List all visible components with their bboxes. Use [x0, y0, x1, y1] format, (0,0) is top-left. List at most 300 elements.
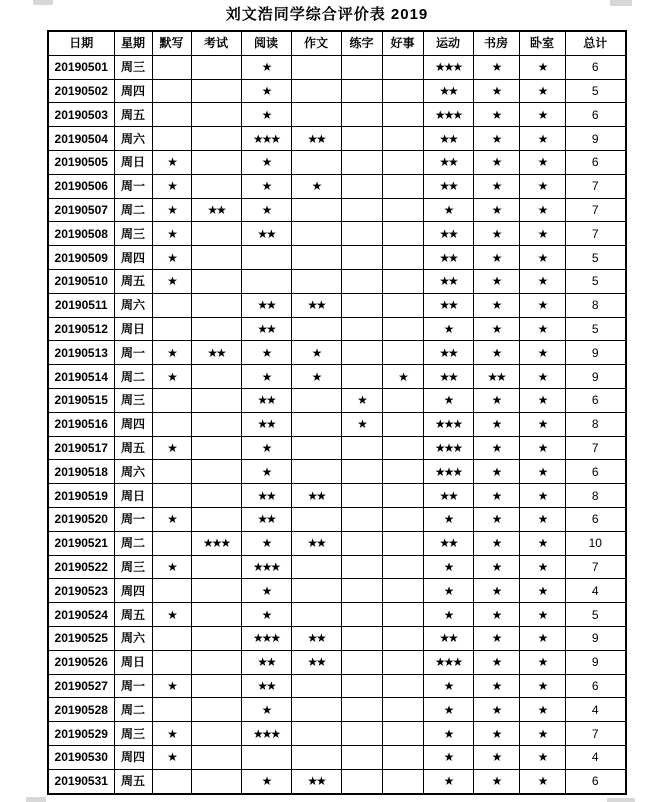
star-cell: ★★ — [423, 341, 473, 365]
star-cell: ★ — [152, 150, 191, 174]
star-cell — [191, 507, 241, 531]
total-cell: 6 — [565, 55, 626, 79]
star-cell — [191, 626, 241, 650]
star-cell: ★ — [519, 579, 565, 603]
date-cell: 20190516 — [48, 412, 114, 436]
star-cell: ★★ — [291, 626, 341, 650]
star-cell — [341, 698, 382, 722]
total-cell: 9 — [565, 626, 626, 650]
star-cell — [152, 79, 191, 103]
star-cell: ★★★ — [191, 531, 241, 555]
weekday-cell: 周三 — [114, 222, 152, 246]
header-row — [48, 31, 626, 55]
star-cell: ★ — [519, 269, 565, 293]
total-cell: 8 — [565, 293, 626, 317]
total-cell: 7 — [565, 555, 626, 579]
star-cell: ★ — [473, 293, 519, 317]
table-row — [48, 460, 626, 484]
star-cell: ★ — [241, 769, 291, 793]
star-cell: ★ — [152, 198, 191, 222]
weekday-cell: 周二 — [114, 198, 152, 222]
star-cell: ★★ — [241, 412, 291, 436]
star-cell — [382, 388, 423, 412]
star-cell: ★ — [241, 436, 291, 460]
star-cell — [191, 269, 241, 293]
star-cell: ★ — [473, 103, 519, 127]
star-cell: ★ — [519, 174, 565, 198]
star-cell: ★★ — [241, 484, 291, 508]
col-header-dictation: 默写 — [152, 31, 191, 55]
table-row — [48, 555, 626, 579]
star-cell: ★ — [519, 698, 565, 722]
star-cell — [382, 150, 423, 174]
star-cell: ★ — [382, 365, 423, 389]
star-cell — [191, 484, 241, 508]
evaluation-table — [47, 30, 627, 795]
star-cell — [152, 769, 191, 793]
star-cell — [152, 388, 191, 412]
star-cell: ★ — [519, 246, 565, 270]
star-cell: ★ — [519, 293, 565, 317]
star-cell: ★ — [423, 722, 473, 746]
star-cell — [341, 436, 382, 460]
star-cell: ★ — [473, 222, 519, 246]
star-cell — [191, 317, 241, 341]
star-cell: ★ — [473, 174, 519, 198]
star-cell: ★★ — [241, 674, 291, 698]
table-body — [48, 55, 626, 793]
star-cell: ★★ — [423, 150, 473, 174]
date-cell: 20190527 — [48, 674, 114, 698]
weekday-cell: 周日 — [114, 484, 152, 508]
col-header-essay: 作文 — [291, 31, 341, 55]
star-cell: ★ — [473, 674, 519, 698]
star-cell: ★★ — [423, 531, 473, 555]
star-cell — [382, 127, 423, 151]
star-cell — [291, 436, 341, 460]
total-cell: 4 — [565, 745, 626, 769]
star-cell — [152, 650, 191, 674]
star-cell — [191, 698, 241, 722]
star-cell: ★ — [241, 603, 291, 627]
star-cell: ★★★ — [241, 127, 291, 151]
weekday-cell: 周六 — [114, 626, 152, 650]
star-cell — [291, 79, 341, 103]
table-row — [48, 246, 626, 270]
table-row — [48, 150, 626, 174]
star-cell: ★ — [519, 222, 565, 246]
star-cell: ★ — [473, 436, 519, 460]
date-cell: 20190524 — [48, 603, 114, 627]
table-row — [48, 198, 626, 222]
star-cell — [191, 55, 241, 79]
star-cell — [341, 150, 382, 174]
star-cell — [191, 127, 241, 151]
star-cell — [382, 55, 423, 79]
star-cell: ★ — [519, 341, 565, 365]
star-cell: ★ — [519, 103, 565, 127]
star-cell: ★ — [241, 174, 291, 198]
star-cell — [382, 436, 423, 460]
col-header-study-room: 书房 — [473, 31, 519, 55]
star-cell — [191, 293, 241, 317]
weekday-cell: 周二 — [114, 698, 152, 722]
star-cell: ★ — [241, 365, 291, 389]
star-cell — [382, 507, 423, 531]
star-cell: ★★★ — [423, 460, 473, 484]
star-cell — [382, 103, 423, 127]
star-cell — [382, 674, 423, 698]
star-cell: ★ — [152, 603, 191, 627]
star-cell — [291, 579, 341, 603]
total-cell: 4 — [565, 698, 626, 722]
star-cell — [341, 650, 382, 674]
star-cell: ★ — [473, 79, 519, 103]
star-cell: ★ — [423, 507, 473, 531]
star-cell — [191, 745, 241, 769]
col-header-bedroom: 卧室 — [519, 31, 565, 55]
table-row — [48, 103, 626, 127]
star-cell — [191, 650, 241, 674]
table-row — [48, 317, 626, 341]
star-cell — [152, 531, 191, 555]
weekday-cell: 周五 — [114, 103, 152, 127]
star-cell — [341, 222, 382, 246]
star-cell: ★★ — [291, 293, 341, 317]
star-cell: ★ — [341, 388, 382, 412]
star-cell — [341, 507, 382, 531]
star-cell: ★ — [519, 603, 565, 627]
table-row — [48, 436, 626, 460]
star-cell — [341, 317, 382, 341]
star-cell: ★ — [152, 222, 191, 246]
star-cell: ★ — [519, 127, 565, 151]
star-cell — [291, 555, 341, 579]
star-cell — [382, 341, 423, 365]
star-cell — [382, 460, 423, 484]
col-header-total: 总计 — [565, 31, 626, 55]
star-cell: ★ — [519, 745, 565, 769]
star-cell: ★ — [519, 650, 565, 674]
star-cell — [341, 293, 382, 317]
star-cell: ★ — [519, 150, 565, 174]
weekday-cell: 周五 — [114, 769, 152, 793]
star-cell: ★★★ — [241, 626, 291, 650]
total-cell: 7 — [565, 722, 626, 746]
star-cell — [191, 246, 241, 270]
star-cell — [341, 769, 382, 793]
star-cell: ★ — [341, 412, 382, 436]
table-row — [48, 55, 626, 79]
star-cell: ★★★ — [423, 55, 473, 79]
star-cell: ★★★ — [241, 722, 291, 746]
star-cell: ★ — [241, 531, 291, 555]
total-cell: 5 — [565, 79, 626, 103]
star-cell — [341, 341, 382, 365]
date-cell: 20190525 — [48, 626, 114, 650]
star-cell: ★ — [473, 246, 519, 270]
weekday-cell: 周三 — [114, 55, 152, 79]
date-cell: 20190513 — [48, 341, 114, 365]
star-cell — [191, 555, 241, 579]
total-cell: 5 — [565, 603, 626, 627]
star-cell: ★ — [473, 722, 519, 746]
star-cell: ★ — [473, 579, 519, 603]
star-cell: ★★★ — [241, 555, 291, 579]
star-cell — [341, 365, 382, 389]
star-cell — [382, 222, 423, 246]
table-row — [48, 174, 626, 198]
star-cell — [291, 388, 341, 412]
star-cell: ★ — [291, 174, 341, 198]
star-cell — [341, 603, 382, 627]
star-cell: ★ — [423, 579, 473, 603]
star-cell: ★ — [241, 198, 291, 222]
star-cell: ★ — [519, 769, 565, 793]
star-cell — [382, 698, 423, 722]
star-cell: ★★ — [241, 388, 291, 412]
total-cell: 9 — [565, 341, 626, 365]
star-cell: ★ — [473, 341, 519, 365]
star-cell — [382, 198, 423, 222]
weekday-cell: 周四 — [114, 579, 152, 603]
weekday-cell: 周六 — [114, 460, 152, 484]
star-cell — [152, 293, 191, 317]
star-cell — [191, 388, 241, 412]
col-header-good-deed: 好事 — [382, 31, 423, 55]
star-cell: ★ — [423, 769, 473, 793]
date-cell: 20190502 — [48, 79, 114, 103]
star-cell — [341, 55, 382, 79]
star-cell — [382, 484, 423, 508]
star-cell — [191, 460, 241, 484]
col-header-date: 日期 — [48, 31, 114, 55]
date-cell: 20190508 — [48, 222, 114, 246]
star-cell: ★★★ — [423, 412, 473, 436]
star-cell — [341, 626, 382, 650]
star-cell — [191, 222, 241, 246]
total-cell: 6 — [565, 674, 626, 698]
star-cell: ★★ — [241, 293, 291, 317]
star-cell — [291, 745, 341, 769]
weekday-cell: 周六 — [114, 293, 152, 317]
total-cell: 7 — [565, 198, 626, 222]
star-cell — [152, 412, 191, 436]
date-cell: 20190505 — [48, 150, 114, 174]
date-cell: 20190530 — [48, 745, 114, 769]
total-cell: 8 — [565, 412, 626, 436]
star-cell: ★ — [152, 555, 191, 579]
table-row — [48, 531, 626, 555]
table-row — [48, 341, 626, 365]
date-cell: 20190510 — [48, 269, 114, 293]
star-cell — [382, 650, 423, 674]
star-cell — [291, 198, 341, 222]
date-cell: 20190511 — [48, 293, 114, 317]
screenshot-artifact-top-right — [610, 0, 632, 6]
star-cell: ★ — [519, 55, 565, 79]
star-cell — [382, 531, 423, 555]
date-cell: 20190509 — [48, 246, 114, 270]
total-cell: 6 — [565, 507, 626, 531]
date-cell: 20190514 — [48, 365, 114, 389]
date-cell: 20190531 — [48, 769, 114, 793]
star-cell: ★ — [152, 246, 191, 270]
weekday-cell: 周日 — [114, 650, 152, 674]
total-cell: 5 — [565, 246, 626, 270]
total-cell: 9 — [565, 365, 626, 389]
total-cell: 7 — [565, 174, 626, 198]
star-cell: ★ — [519, 198, 565, 222]
star-cell — [341, 269, 382, 293]
table-row — [48, 293, 626, 317]
col-header-exam: 考试 — [191, 31, 241, 55]
weekday-cell: 周二 — [114, 365, 152, 389]
star-cell — [191, 412, 241, 436]
star-cell: ★★ — [291, 769, 341, 793]
star-cell — [382, 626, 423, 650]
star-cell: ★★ — [423, 79, 473, 103]
table-row — [48, 269, 626, 293]
star-cell: ★ — [519, 626, 565, 650]
star-cell: ★ — [241, 150, 291, 174]
table-row — [48, 769, 626, 793]
star-cell — [341, 79, 382, 103]
star-cell: ★★★ — [423, 103, 473, 127]
star-cell — [191, 103, 241, 127]
star-cell — [382, 317, 423, 341]
star-cell — [291, 460, 341, 484]
date-cell: 20190522 — [48, 555, 114, 579]
col-header-exercise: 运动 — [423, 31, 473, 55]
star-cell: ★ — [473, 412, 519, 436]
star-cell: ★ — [152, 365, 191, 389]
star-cell: ★ — [519, 388, 565, 412]
star-cell: ★ — [473, 317, 519, 341]
star-cell — [341, 246, 382, 270]
weekday-cell: 周五 — [114, 603, 152, 627]
star-cell — [341, 555, 382, 579]
total-cell: 9 — [565, 650, 626, 674]
total-cell: 4 — [565, 579, 626, 603]
star-cell — [341, 460, 382, 484]
star-cell: ★ — [473, 460, 519, 484]
star-cell: ★ — [473, 55, 519, 79]
star-cell: ★ — [473, 484, 519, 508]
star-cell: ★ — [152, 722, 191, 746]
star-cell — [382, 579, 423, 603]
total-cell: 6 — [565, 388, 626, 412]
star-cell — [291, 507, 341, 531]
star-cell: ★★ — [423, 293, 473, 317]
star-cell: ★ — [519, 412, 565, 436]
star-cell — [291, 722, 341, 746]
star-cell: ★ — [473, 555, 519, 579]
date-cell: 20190521 — [48, 531, 114, 555]
star-cell — [341, 484, 382, 508]
star-cell: ★ — [519, 531, 565, 555]
star-cell: ★★★ — [423, 650, 473, 674]
star-cell — [341, 674, 382, 698]
total-cell: 7 — [565, 436, 626, 460]
star-cell — [152, 579, 191, 603]
star-cell: ★ — [423, 745, 473, 769]
table-row — [48, 365, 626, 389]
star-cell: ★ — [519, 317, 565, 341]
table-row — [48, 127, 626, 151]
date-cell: 20190504 — [48, 127, 114, 151]
star-cell: ★ — [519, 507, 565, 531]
star-cell: ★★ — [241, 507, 291, 531]
star-cell — [291, 412, 341, 436]
table-row — [48, 745, 626, 769]
star-cell: ★ — [473, 650, 519, 674]
weekday-cell: 周三 — [114, 388, 152, 412]
col-header-reading: 阅读 — [241, 31, 291, 55]
star-cell: ★ — [423, 603, 473, 627]
date-cell: 20190529 — [48, 722, 114, 746]
star-cell — [341, 174, 382, 198]
star-cell: ★ — [519, 460, 565, 484]
total-cell: 5 — [565, 317, 626, 341]
date-cell: 20190519 — [48, 484, 114, 508]
col-header-calligraphy: 练字 — [341, 31, 382, 55]
star-cell: ★ — [473, 150, 519, 174]
star-cell: ★ — [423, 674, 473, 698]
star-cell — [152, 103, 191, 127]
date-cell: 20190526 — [48, 650, 114, 674]
star-cell: ★ — [152, 436, 191, 460]
star-cell: ★ — [241, 460, 291, 484]
star-cell — [341, 127, 382, 151]
weekday-cell: 周三 — [114, 555, 152, 579]
star-cell: ★★ — [291, 484, 341, 508]
star-cell — [382, 412, 423, 436]
page-title: 刘文浩同学综合评价表 2019 — [225, 6, 429, 23]
weekday-cell: 周四 — [114, 79, 152, 103]
date-cell: 20190528 — [48, 698, 114, 722]
star-cell: ★★ — [191, 198, 241, 222]
weekday-cell: 周一 — [114, 674, 152, 698]
star-cell — [382, 174, 423, 198]
star-cell: ★★ — [291, 650, 341, 674]
star-cell: ★★ — [291, 531, 341, 555]
star-cell — [191, 150, 241, 174]
star-cell — [291, 269, 341, 293]
star-cell: ★ — [473, 127, 519, 151]
star-cell — [341, 103, 382, 127]
star-cell: ★ — [152, 674, 191, 698]
star-cell: ★ — [423, 317, 473, 341]
table-row — [48, 698, 626, 722]
weekday-cell: 周四 — [114, 745, 152, 769]
star-cell: ★ — [473, 198, 519, 222]
star-cell — [382, 555, 423, 579]
star-cell — [291, 103, 341, 127]
screenshot-artifact-top-left — [33, 0, 53, 5]
total-cell: 6 — [565, 103, 626, 127]
star-cell — [191, 365, 241, 389]
weekday-cell: 周日 — [114, 317, 152, 341]
screenshot-artifact-bottom-left — [26, 797, 46, 802]
star-cell: ★ — [473, 603, 519, 627]
star-cell — [341, 198, 382, 222]
star-cell: ★ — [473, 388, 519, 412]
star-cell: ★ — [241, 698, 291, 722]
screenshot-artifact-bottom-right — [607, 798, 635, 802]
weekday-cell: 周四 — [114, 246, 152, 270]
star-cell: ★★ — [423, 127, 473, 151]
